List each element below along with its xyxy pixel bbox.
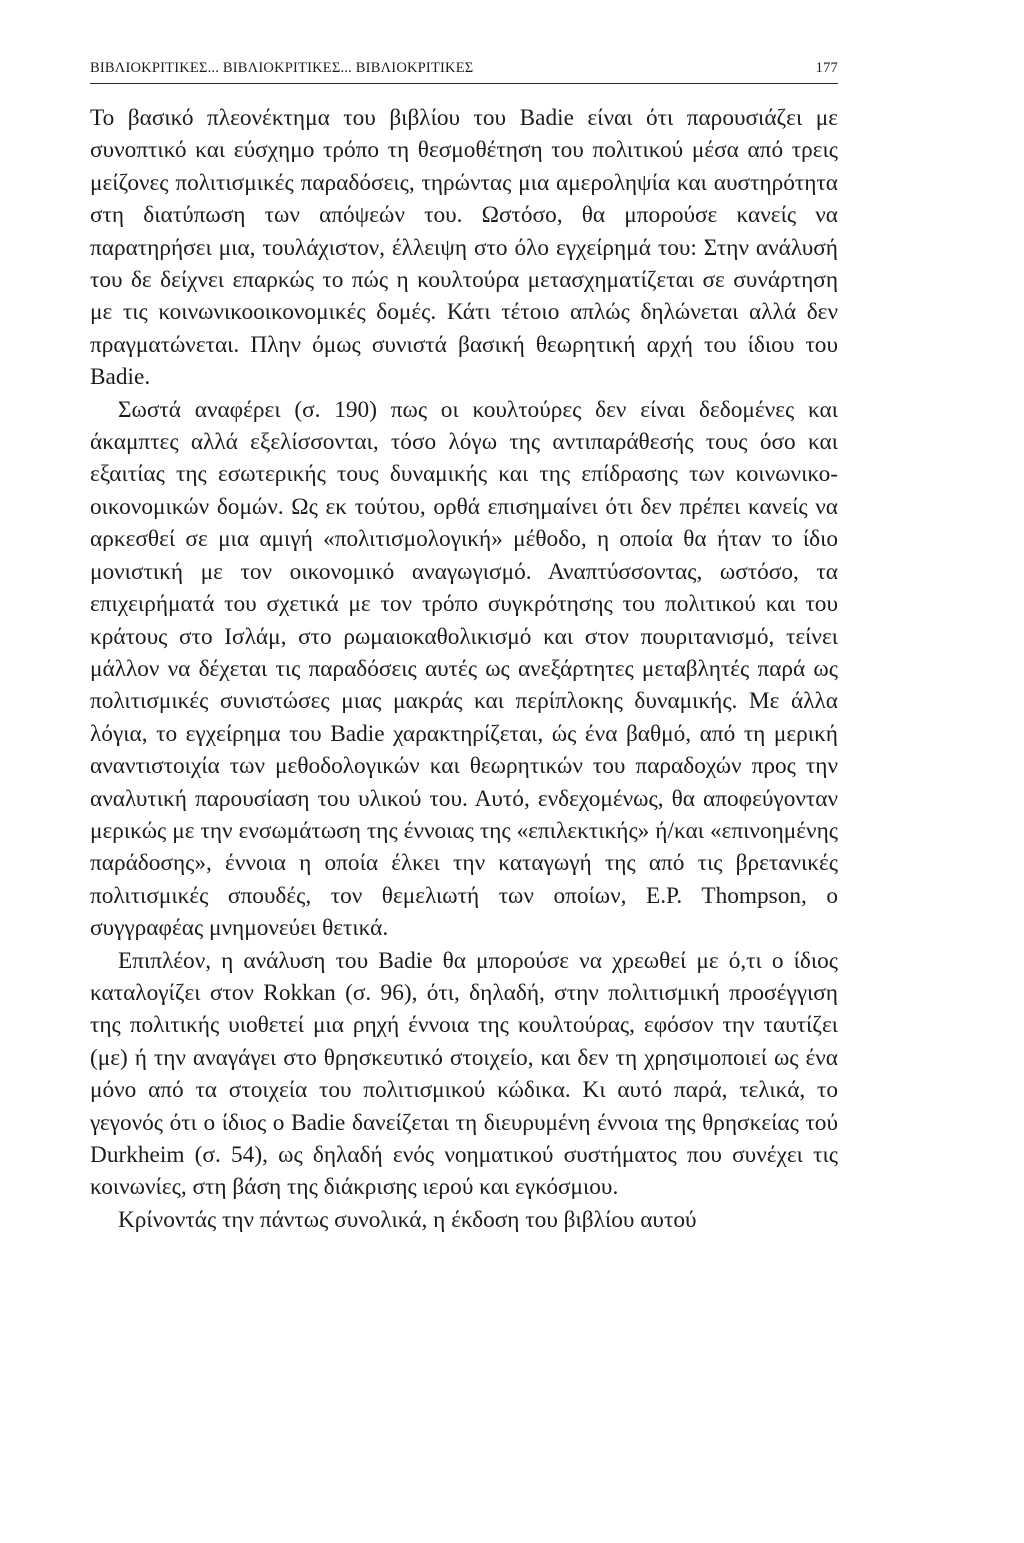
book-page bbox=[90, 60, 838, 1236]
paragraph-4: Κρίνοντάς την πάντως συνολικά, η έκδοση του βιβλίου αυτού bbox=[117, 1206, 697, 1233]
running-header bbox=[90, 60, 838, 84]
body-text bbox=[90, 102, 838, 1236]
paragraph-1: Το βασικό πλεονέκτημα του βιβλίου του Badie είναι ότι παρουσιάζει με συνοπτικό και εύσχημο τρόπο τη θεσμοθέτηση του πολιτικού μέσα από τρεις μείζονες πολιτισμικές παραδόσεις, τηρώντας μια αμεροληψία και αυστηρότητα στη διατύπωση των απόψεών του. Ωστόσο, θα μπορούσε κανείς να παρατηρήσει μια, τουλάχιστον, έλλειψη στο όλο εγχείρημά του: Στην ανάλυσή του δε δείχνει επαρκώς το πώς η κουλτούρα μετασχηματίζεται σε συνάρτηση με τις κοινωνικοοικονομικές δομές. Κάτι τέτοιο απλώς δηλώνεται αλλά δεν πραγματώνεται. Πλην όμως συνιστά βασική θεωρητική αρχή του ίδιου του Badie. bbox=[90, 105, 838, 391]
running-title: ΒΙΒΛΙΟΚΡΙΤΙΚΕΣ... ΒΙΒΛΙΟΚΡΙΤΙΚΕΣ... ΒΙΒΛΙΟΚΡΙΤΙΚΕΣ bbox=[90, 60, 474, 76]
paragraph-2: Σωστά αναφέρει (σ. 190) πως οι κουλτούρες δεν είναι δεδομένες και άκαμπτες αλλά εξελίσσονται, τόσο λόγω της αντιπαράθεσής τους όσο και εξαιτίας της εσωτερικής τους δυναμικής και της επίδρασης των κοινωνικο-οικονομικών δομών. Ως εκ τούτου, ορθά επισημαίνει ότι δεν πρέπει κανείς να αρκεσθεί σε μια αμιγή «πολιτισμολογική» μέθοδο, η οποία θα ήταν το ίδιο μονιστική με τον οικονομικό αναγωγισμό. Αναπτύσσοντας, ωστόσο, τα επιχειρήματά του σχετικά με τον τρόπο συγκρότησης του πολιτικού και του κράτους στο Ισλάμ, στο ρωμαιοκαθολικισμό και στον πουριτανισμό, τείνει μάλλον να δέχεται τις παραδόσεις αυτές ως ανεξάρτητες μεταβλητές παρά ως πολιτισμικές συνιστώσες μιας μακράς και περίπλοκης δυναμικής. Με άλλα λόγια, το εγχείρημα του Badie χαρακτηρίζεται, ώς ένα βαθμό, από τη μερική αναντιστοιχία των μεθοδολογικών και θεωρητικών του παραδοχών προς την αναλυτική παρουσίαση του υλικού του. Αυτό, ενδεχομένως, θα αποφεύγονταν μερικώς με την ενσωμάτωση της έννοιας της «επιλεκτικής» ή/και «επινοημένης παράδοσης», έννοια η οποία έλκει την καταγωγή της από τις βρετανικές πολιτισμικές σπουδές, τον θεμελιωτή των οποίων, E.P. Thompson, ο συγγραφέας μνημονεύει θετικά. bbox=[90, 396, 838, 942]
paragraph-3: Επιπλέον, η ανάλυση του Badie θα μπορούσε να χρεωθεί με ό,τι ο ίδιος καταλογίζει στον Rokkan (σ. 96), ότι, δηλαδή, στην πολιτισμική προσέγγιση της πολιτικής υιοθετεί μια ρηχή έννοια της κουλτούρας, εφόσον την ταυτίζει (με) ή την αναγάγει στο θρησκευτικό στοιχείο, και δεν τη χρησιμοποιεί ως ένα μόνο από τα στοιχεία του πολιτισμικού κώδικα. Κι αυτό παρά, τελικά, το γεγονός ότι ο ίδιος ο Badie δανείζεται τη διευρυμένη έννοια της θρησκείας τού Durkheim (σ. 54), ως δηλαδή ενός νοηματικού συστήματος που συνέχει τις κοινωνίες, στη βάση της διάκρισης ιερού και εγκόσμιου. bbox=[90, 947, 838, 1201]
page-number: 177 bbox=[815, 60, 838, 76]
